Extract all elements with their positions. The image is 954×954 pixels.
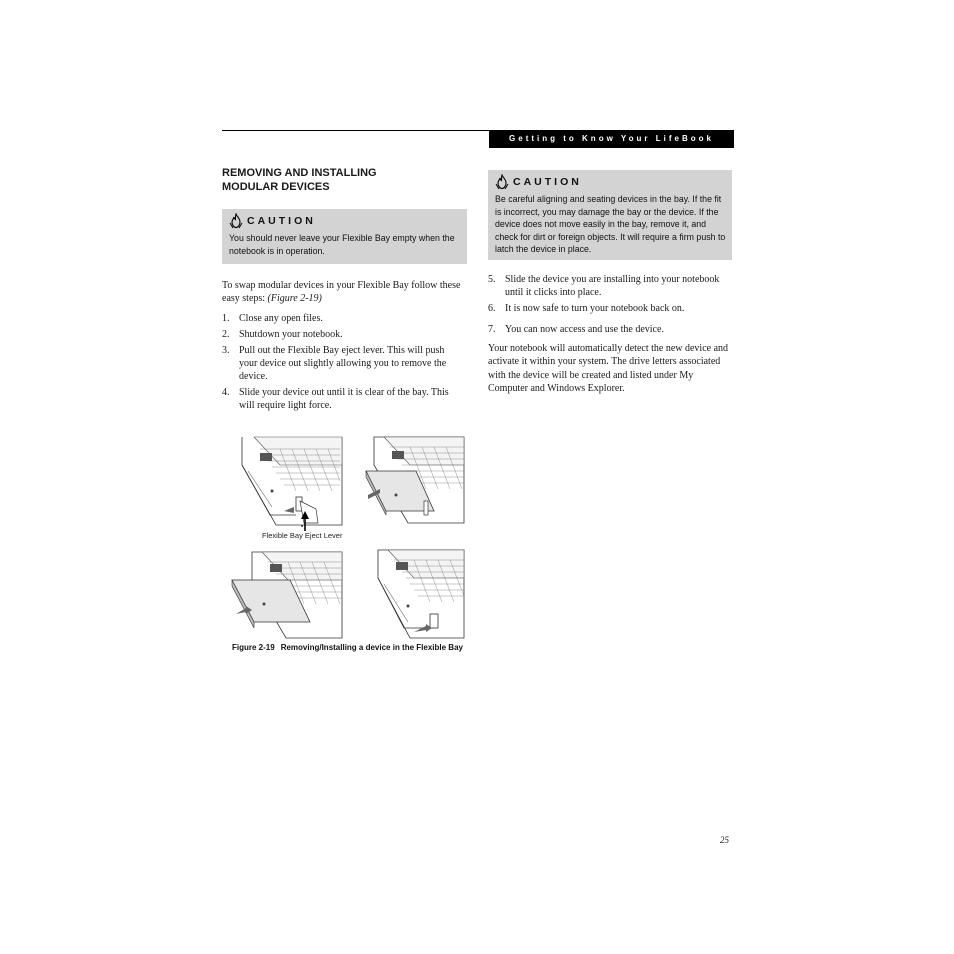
step-text: It is now safe to turn your notebook back on. bbox=[505, 303, 685, 314]
caution-label: CAUTION bbox=[247, 214, 316, 227]
list-item bbox=[222, 386, 462, 412]
caution-label: CAUTION bbox=[513, 175, 582, 188]
flame-warning-icon bbox=[229, 213, 243, 229]
steps-list-left bbox=[222, 312, 462, 412]
caution-text: Be careful aligning and seating devices in the bay. If the fit is incorrect, you may damage the bay or the device. If the device does not move easily in the bay, remove it, and check for dirt or foreign objects. It will require a firm push to latch the device in place. bbox=[495, 194, 726, 254]
list-item bbox=[222, 312, 462, 325]
section-title bbox=[222, 166, 472, 194]
caution-box-right bbox=[488, 170, 732, 260]
step-number: 1. bbox=[222, 313, 230, 324]
section-title-line2: MODULAR DEVICES bbox=[222, 181, 330, 193]
arrow-up-icon bbox=[300, 510, 310, 532]
step-text: Close any open files. bbox=[239, 313, 323, 324]
step-number: 3. bbox=[222, 345, 230, 356]
step-number: 2. bbox=[222, 329, 230, 340]
flame-warning-icon bbox=[495, 174, 509, 190]
list-item bbox=[222, 344, 462, 383]
list-item bbox=[222, 328, 462, 341]
figure-2-19 bbox=[222, 430, 472, 642]
intro-paragraph bbox=[222, 279, 462, 305]
figure-reference: (Figure 2-19) bbox=[267, 293, 322, 304]
step-number: 7. bbox=[488, 324, 496, 335]
caution-text: You should never leave your Flexible Bay empty when the notebook is in operation. bbox=[229, 233, 455, 256]
laptop-illustration-device-inserting bbox=[228, 550, 344, 640]
laptop-illustration-eject-lever bbox=[240, 435, 344, 527]
laptop-illustration-device-removed bbox=[364, 435, 466, 525]
figure-number: Figure 2-19 bbox=[232, 643, 275, 652]
detection-paragraph: Your notebook will automatically detect the new device and activate it within your system. The drive letters associated with the device will be created and listed under My Computer and Windows Explorer. bbox=[488, 343, 729, 394]
running-header: Getting to Know Your LifeBook bbox=[489, 130, 734, 148]
figure-caption bbox=[232, 643, 463, 652]
page-number: 25 bbox=[720, 835, 729, 845]
step-text: Pull out the Flexible Bay eject lever. This will push your device out slightly allowing you to remove the device. bbox=[239, 345, 447, 382]
laptop-illustration-device-seated bbox=[374, 548, 466, 640]
section-title-line1: REMOVING AND INSTALLING bbox=[222, 167, 377, 179]
step-number: 5. bbox=[488, 274, 496, 285]
step-text: Slide your device out until it is clear of the bay. This will require light force. bbox=[239, 387, 449, 411]
step-text: You can now access and use the device. bbox=[505, 324, 664, 335]
figure-caption-text: Removing/Installing a device in the Flexible Bay bbox=[280, 643, 463, 652]
list-item bbox=[488, 273, 728, 299]
list-item bbox=[488, 323, 728, 336]
steps-list-right bbox=[488, 273, 728, 336]
step-number: 6. bbox=[488, 303, 496, 314]
step-text: Shutdown your notebook. bbox=[239, 329, 343, 340]
top-rule bbox=[222, 130, 490, 131]
intro-text: To swap modular devices in your Flexible Bay follow these easy steps: bbox=[222, 280, 461, 304]
list-item bbox=[488, 302, 728, 315]
caution-box-left bbox=[222, 209, 467, 264]
eject-lever-label: Flexible Bay Eject Lever bbox=[262, 531, 343, 540]
step-text: Slide the device you are installing into your notebook until it clicks into place. bbox=[505, 274, 720, 298]
step-number: 4. bbox=[222, 387, 230, 398]
